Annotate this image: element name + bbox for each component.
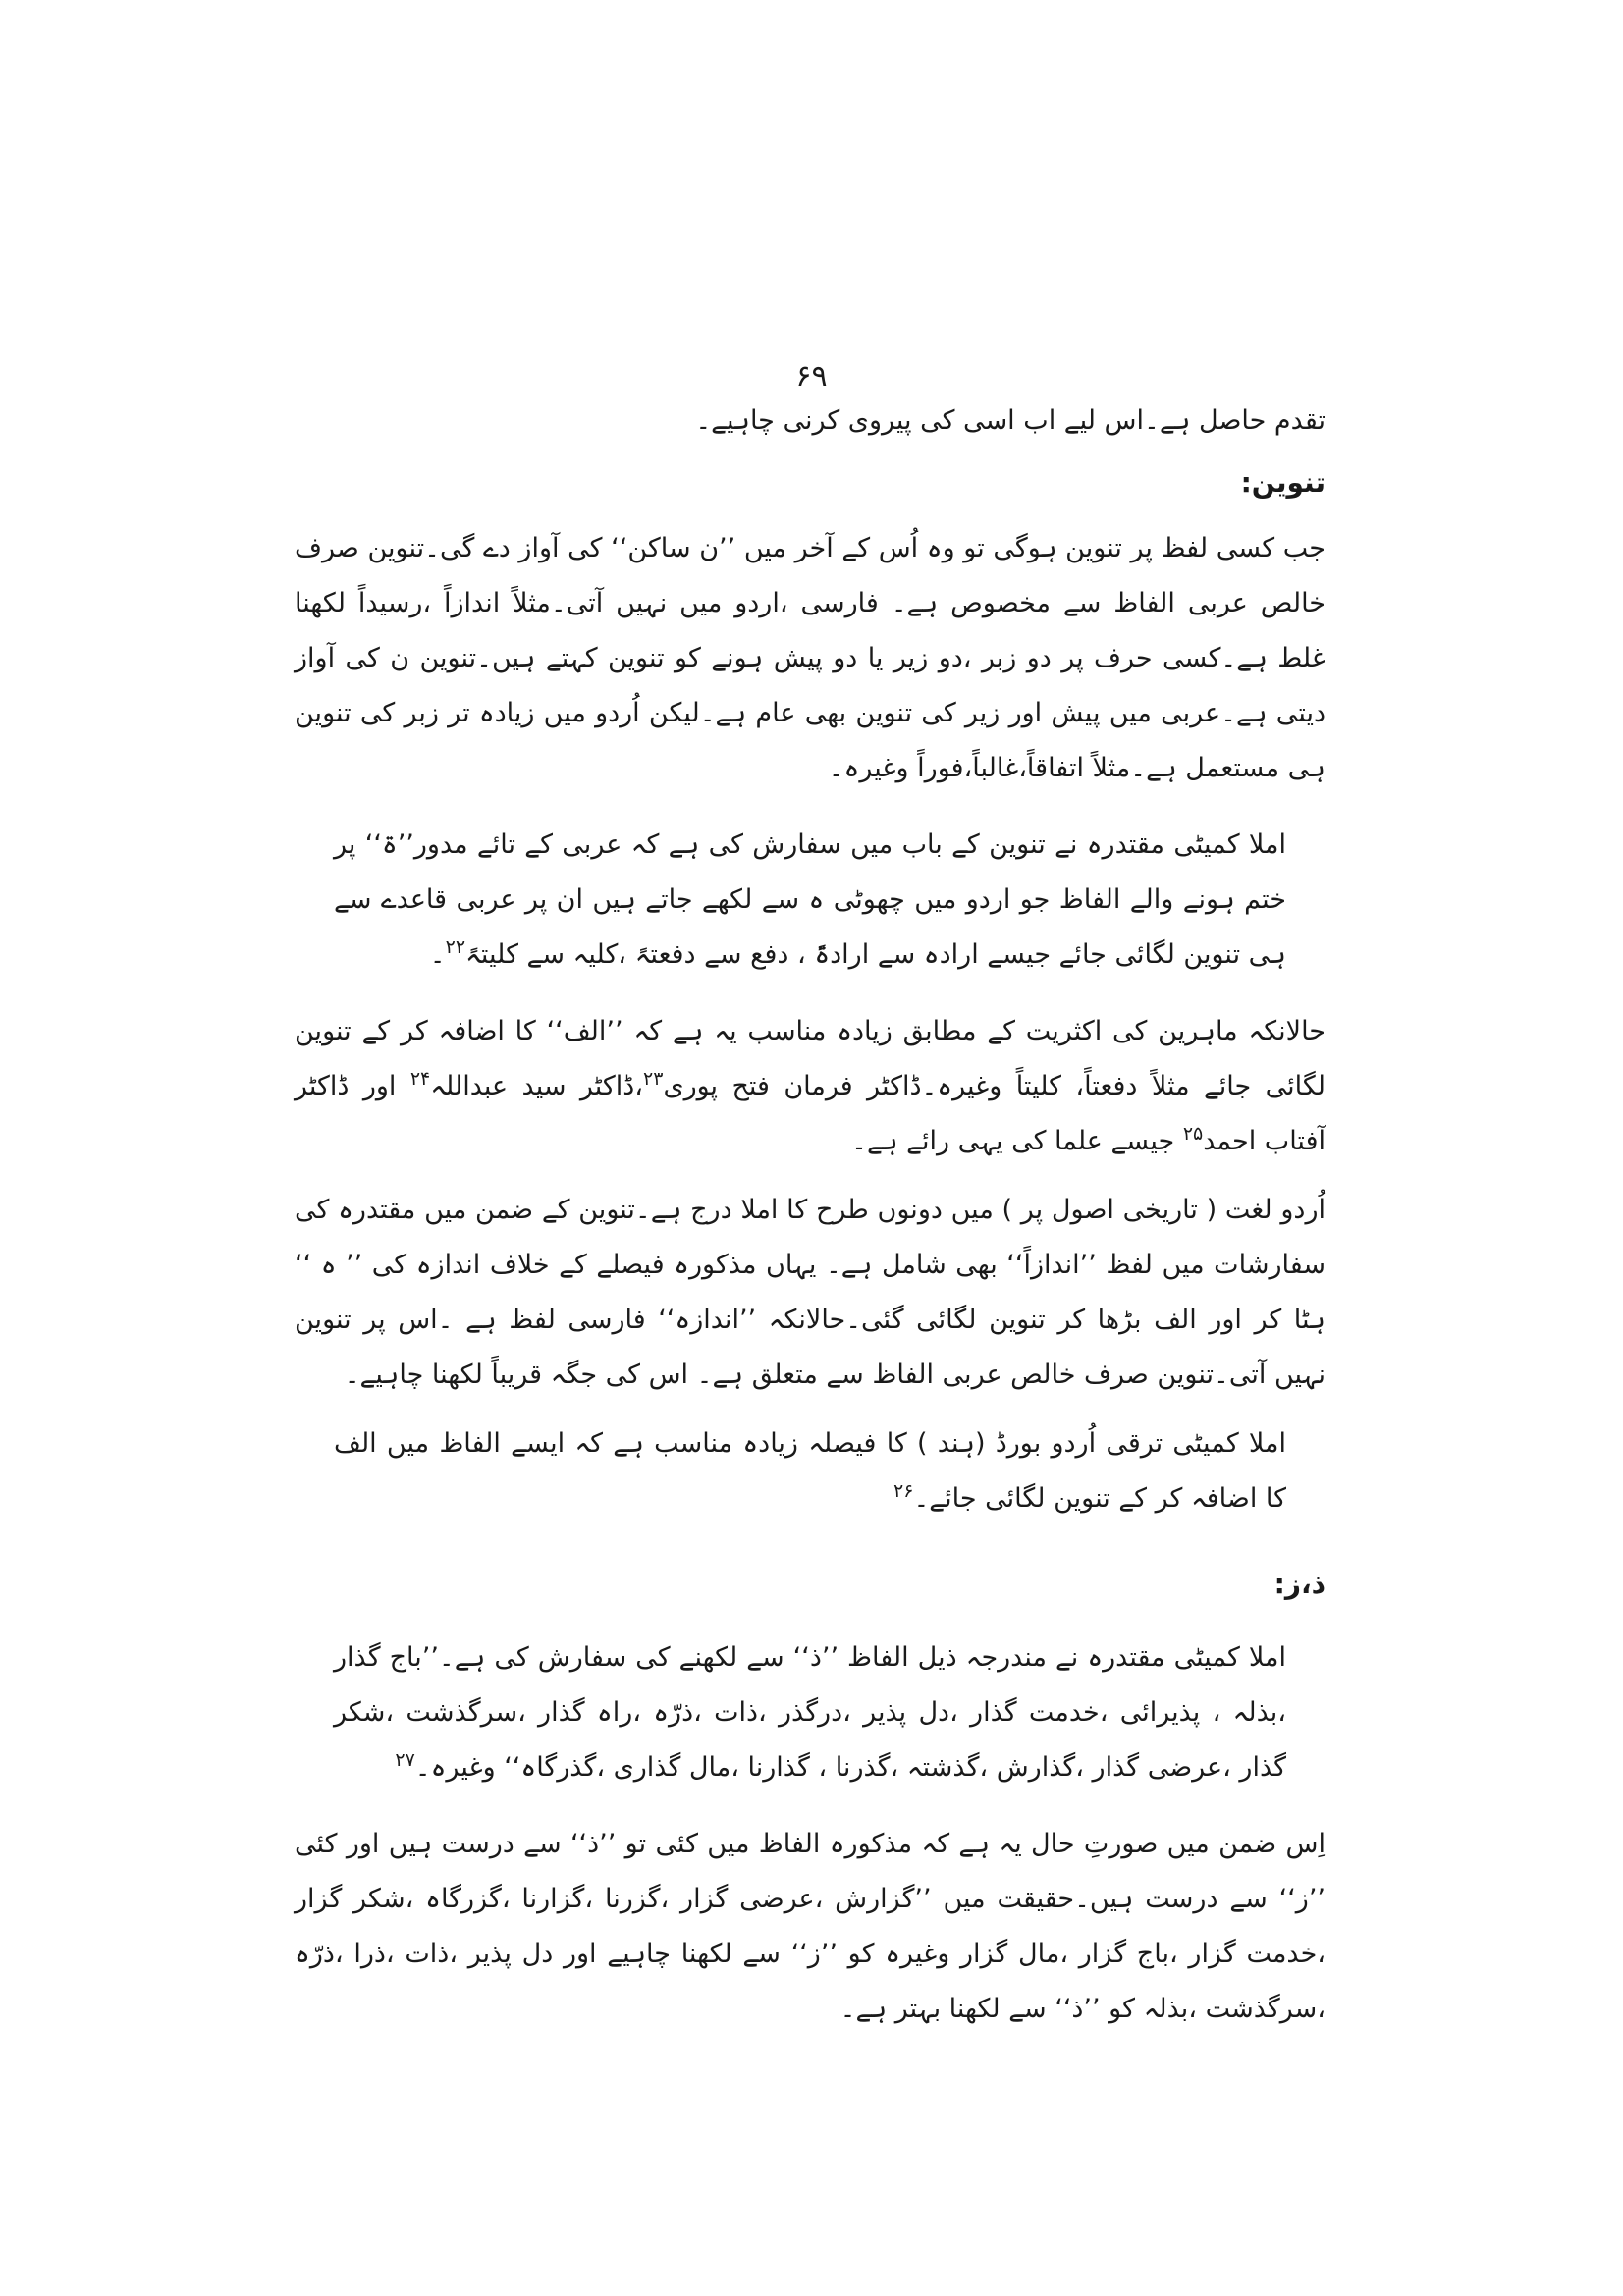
- paragraph-text: حالانکہ ماہرین کی اکثریت کے مطابق زیادہ مناسب یہ ہے کہ ’’الف‘‘ کا اضافہ کر کے تنوین لگائی جائے مثلاً دفعتاً، کلیتاً وغیرہ۔ڈاکٹر فرمان فتح پوری: [295, 1016, 1325, 1101]
- paragraph-text: ،ڈاکٹر سید عبداللہ: [430, 1071, 644, 1101]
- paragraph-urdu-lughat: اُردو لغت ( تاریخی اصول پر ) میں دونوں طرح کا املا درج ہے۔تنوین کے ضمن میں مقتدرہ کی سفارشات میں لفظ ’’اندازاً‘‘ بھی شامل ہے۔ یہاں مذکورہ فیصلے کے خلاف اندازہ کی ’’ ہ ‘‘ ہٹا کر اور الف بڑھا کر تنوین لگائی گئی۔حالانکہ ’’اندازہ‘‘ فارسی لفظ ہے ۔اس پر تنوین نہیں آتی۔تنوین صرف خالص عربی الفاظ سے متعلق ہے۔ اس کی جگہ قریباً لکھنا چاہیے۔: [295, 1195, 1325, 1390]
- footnote-ref: ۲۲: [445, 936, 466, 958]
- paragraph-tanween-intro: جب کسی لفظ پر تنوین ہوگی تو وہ اُس کے آخر میں ’’ن ساکن‘‘ کی آواز دے گی۔تنوین صرف خالص عربی الفاظ سے مخصوص ہے۔ فارسی ،اردو میں نہیں آتی۔مثلاً اندازاً ،رسیداً لکھنا غلط ہے۔کسی حرف پر دو زبر ،دو زیر یا دو پیش ہونے کو تنوین کہتے ہیں۔تنوین ن کی آواز دیتی ہے۔عربی میں پیش اور زیر کی تنوین بھی عام ہے۔لیکن اُردو میں زیادہ تر زبر کی تنوین ہی مستعمل ہے۔مثلاً اتفاقاً،غالباً،فوراً وغیرہ۔: [295, 533, 1325, 783]
- footnote-ref: ۲۳: [643, 1068, 664, 1090]
- page-number: ۶۹: [795, 359, 828, 394]
- quote-text: املا کمیٹی ترقی اُردو بورڈ (ہند ) کا فیصلہ زیادہ مناسب ہے کہ ایسے الفاظ میں الف کا اضافہ کر کے تنوین لگائی جائے۔: [334, 1428, 1286, 1514]
- paragraph-text: اور ڈاکٹر آفتاب احمد: [295, 1071, 1325, 1156]
- quote-taraqqi-board: [334, 1416, 1286, 1526]
- quote-text: املا کمیٹی مقتدرہ نے تنوین کے باب میں سفارش کی ہے کہ عربی کے تائے مدور’’ۃ‘‘ پر ختم ہونے والے الفاظ جو اردو میں چھوٹی ہ سے لکھے جاتے ہیں ان پر عربی قاعدے سے ہی تنوین لگائی جائے جیسے ارادہ سے ارادۃً ، دفع سے دفعتہً ،کلیہ سے کلیتہً: [334, 829, 1286, 970]
- page-content: [295, 398, 1325, 2037]
- section-heading-tanween: تنوین:: [1240, 466, 1325, 499]
- paragraph-experts-opinion: [295, 1004, 1325, 1169]
- footnote-ref: ۲۷: [395, 1749, 415, 1771]
- opening-line: تقدم حاصل ہے۔اس لیے اب اسی کی پیروی کرنی چاہیے۔: [695, 405, 1325, 436]
- quote-text: املا کمیٹی مقتدرہ نے مندرجہ ذیل الفاظ ’’ذ‘‘ سے لکھنے کی سفارش کی ہے۔’’باج گذار ،بذلہ ، پذیرائی ،خدمت گذار ،دل پذیر ،درگذر ،ذات ،ذرّہ ،راہ گذار ،سرگذشت ،شکر گذار ،عرضی گذار ،گذارش ،گذشتہ ،گذرنا ، گذارنا ،مال گذاری ،گذرگاہ‘‘ وغیرہ۔: [334, 1642, 1286, 1783]
- footnote-ref: ۲۶: [893, 1480, 914, 1502]
- footnote-ref: ۲۵: [1182, 1123, 1204, 1145]
- paragraph-text: جیسے علما کی یہی رائے ہے۔: [851, 1126, 1175, 1156]
- quote-committee-tanween: املا کمیٹی مقتدرہ نے تنوین کے باب میں سفارش کی ہے کہ عربی کے تائے مدور’’ۃ‘‘ پر ختم ہونے والے الفاظ جو اردو میں چھوٹی ہ سے لکھے جاتے ہیں ان پر عربی قاعدے سے ہی تنوین لگائی جائے جیسے ارادہ سے ارادۃً ، دفع سے دفعتہً ،کلیہ سے کلیتہً$^{۲۲}$۔: [334, 829, 1286, 970]
- section-heading-zaal-ze: ذ،ز:: [1273, 1568, 1325, 1600]
- footnote-ref: ۲۴: [409, 1068, 431, 1090]
- quote-committee-zaal: [334, 1630, 1286, 1795]
- paragraph-zaal-conclusion: اِس ضمن میں صورتِ حال یہ ہے کہ مذکورہ الفاظ میں کئی تو ’’ذ‘‘ سے درست ہیں اور کئی ’’ز‘‘ سے درست ہیں۔حقیقت میں ’’گزارش ،عرضی گزار ،گزرنا ،گزارنا ،گزرگاہ ،شکر گزار ،خدمت گزار ،باج گزار ،مال گزار وغیرہ کو ’’ز‘‘ سے لکھنا چاہیے اور دل پذیر ،ذات ،ذرا ،ذرّہ ،سرگذشت ،بذلہ کو ’’ذ‘‘ سے لکھنا بہتر ہے۔: [295, 1829, 1325, 2024]
